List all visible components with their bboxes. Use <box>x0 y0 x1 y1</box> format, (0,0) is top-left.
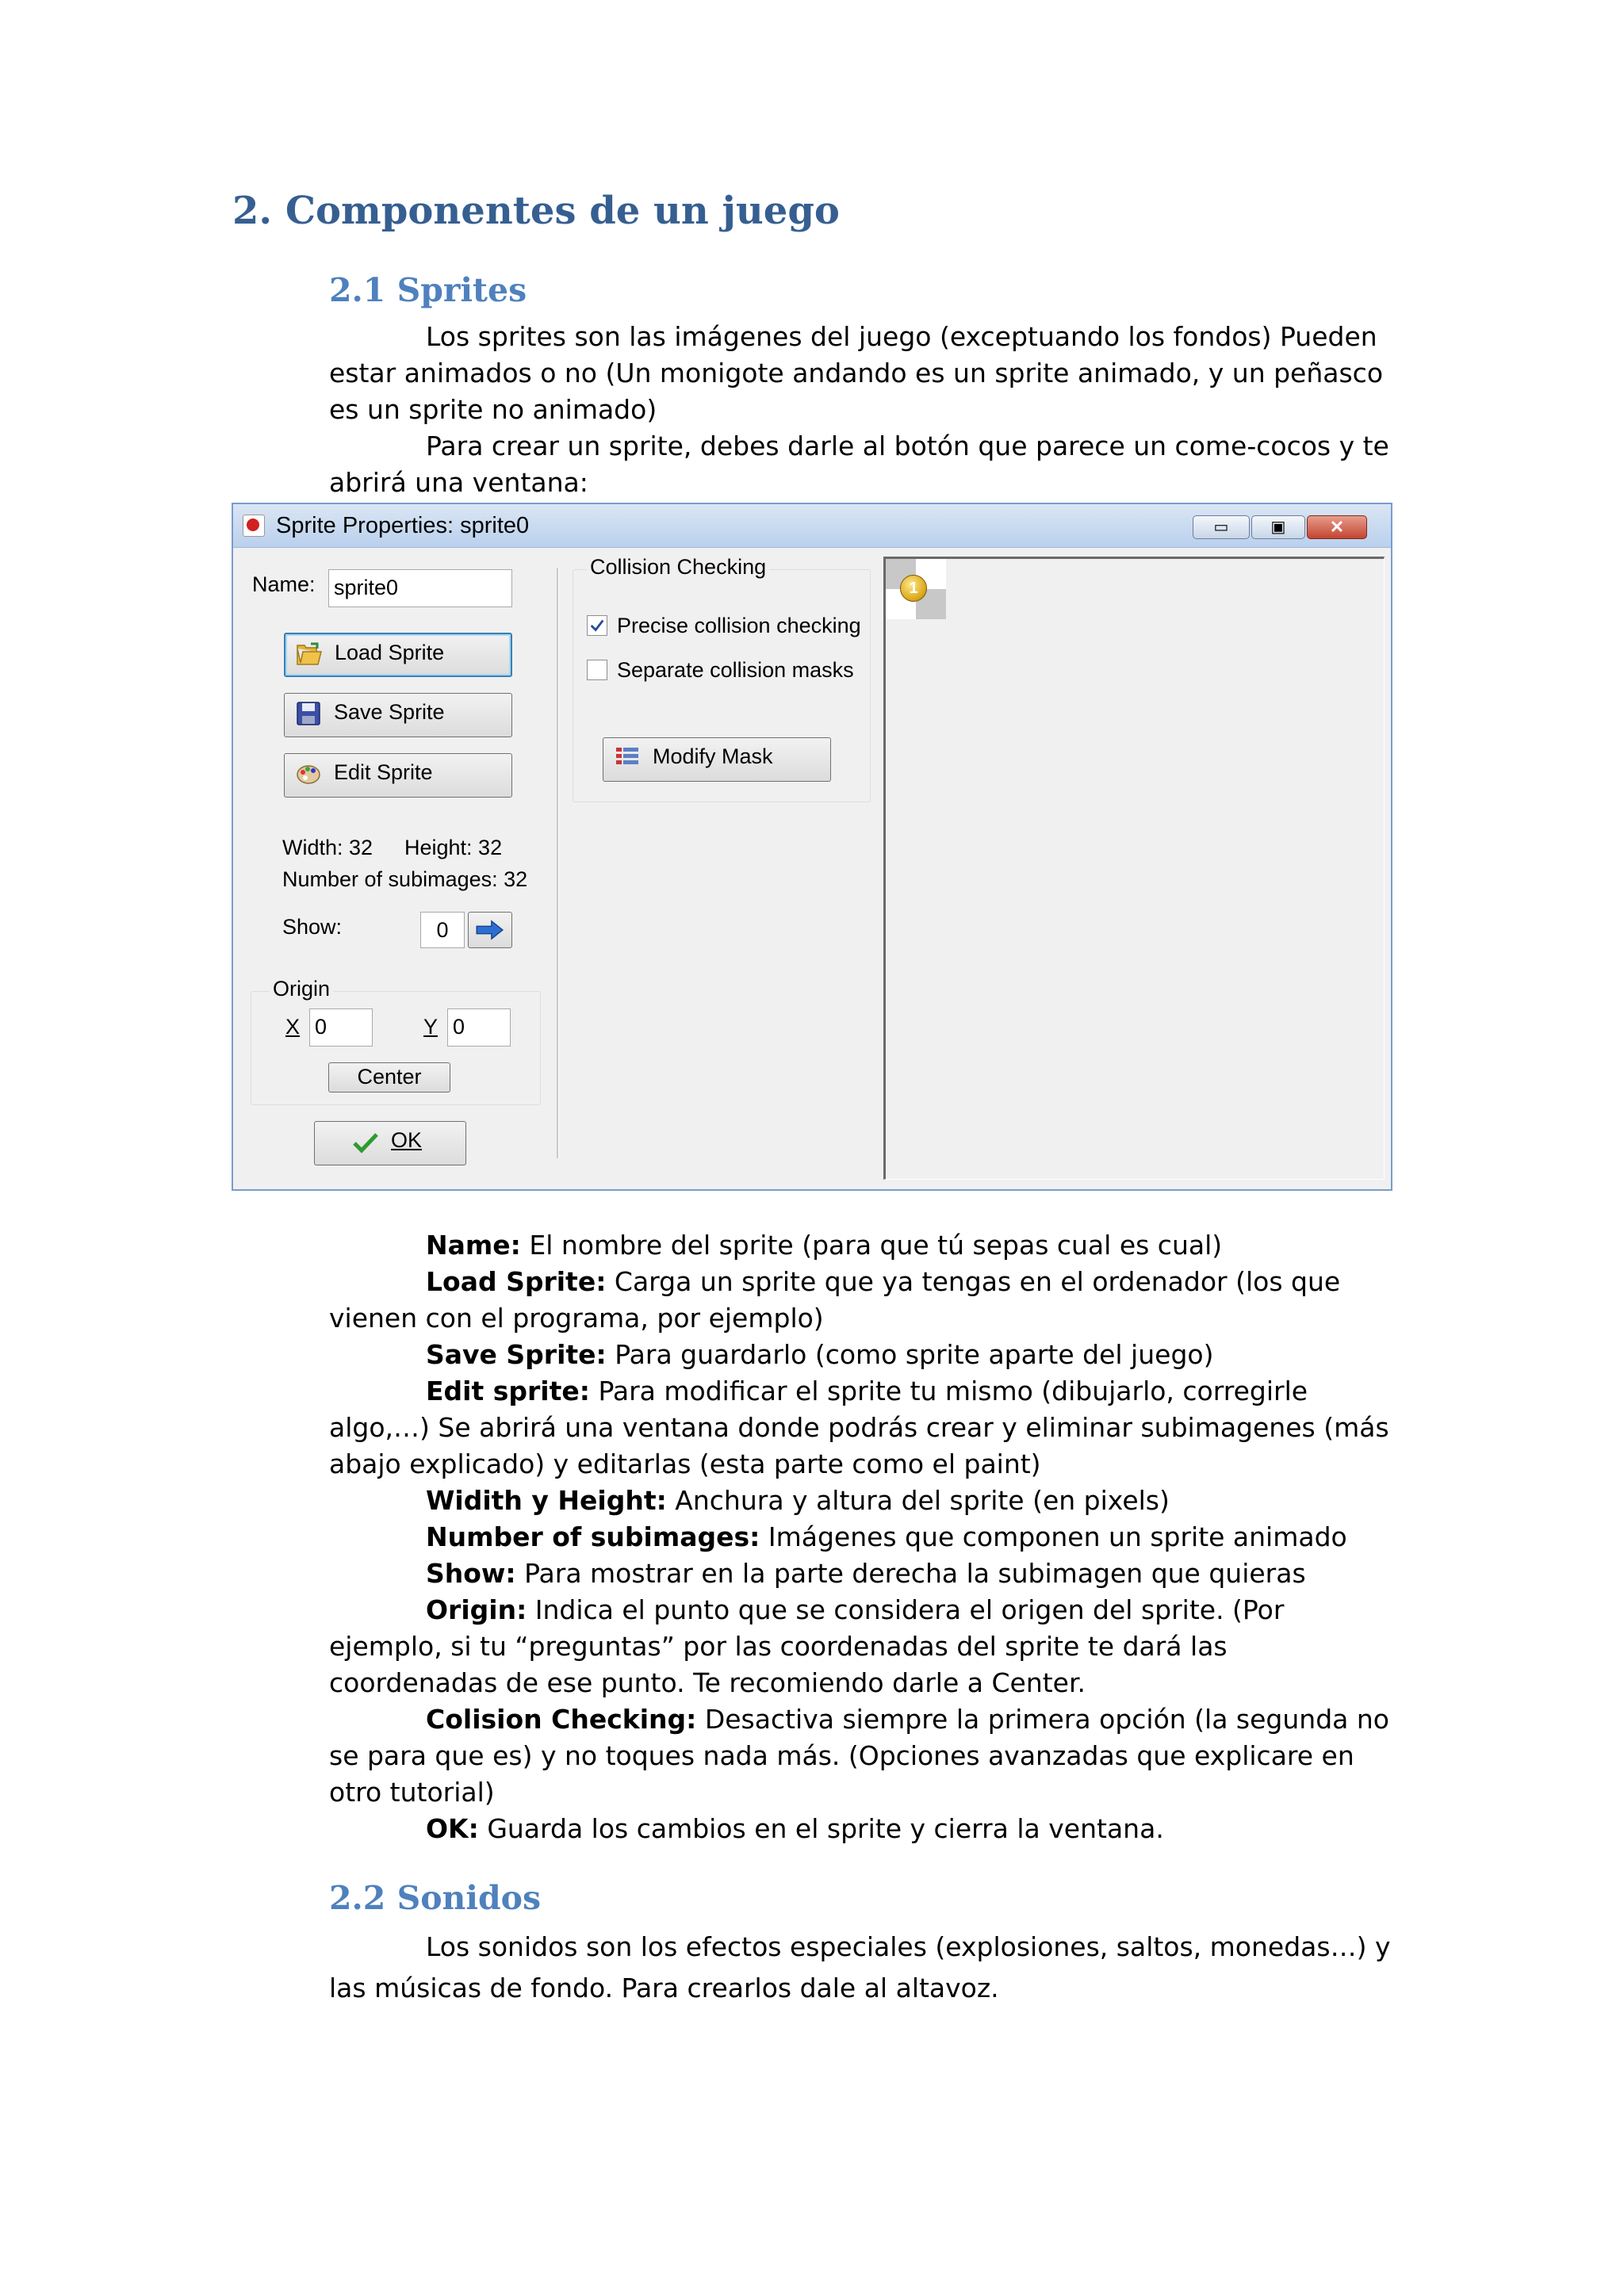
load-sprite-label: Load Sprite <box>335 641 445 664</box>
window-title: Sprite Properties: sprite0 <box>276 513 530 538</box>
show-next-button[interactable] <box>468 912 512 948</box>
definition-item <box>329 1811 1396 1847</box>
definition-term: Number of subimages: <box>426 1521 760 1552</box>
subimages-text: Number of subimages: 32 <box>282 867 528 891</box>
palette-icon <box>296 762 321 786</box>
definition-text: Carga un sprite que ya tengas en el ordenador (los que vienen con el programa, por ejemplo) <box>329 1266 1341 1334</box>
definitions <box>329 1227 1396 1847</box>
definition-text: Imágenes que componen un sprite animado <box>760 1521 1347 1552</box>
minimize-icon: ▭ <box>1213 519 1229 536</box>
app-icon <box>243 515 265 537</box>
definition-item <box>329 1373 1396 1483</box>
definition-item <box>329 1483 1396 1519</box>
edit-sprite-label: Edit Sprite <box>334 760 433 784</box>
definition-item <box>329 1519 1396 1556</box>
definition-term: Name: <box>426 1230 521 1261</box>
edit-sprite-button[interactable] <box>284 753 512 798</box>
close-button[interactable] <box>1307 515 1367 539</box>
precise-collision-checkbox[interactable] <box>587 615 607 636</box>
folder-icon <box>297 642 322 666</box>
intro-paragraph: Los sprites son las imágenes del juego (exceptuando los fondos) Pueden estar animados o no (Un monigote andando es un sprite animado, y un peñasco es un sprite no animado) <box>329 321 1384 425</box>
origin-x-input[interactable]: 0 <box>309 1008 373 1047</box>
sprite-preview-area <box>883 557 1385 1180</box>
definition-item <box>329 1701 1396 1811</box>
show-input[interactable]: 0 <box>420 912 465 948</box>
sprite-properties-window <box>232 503 1392 1191</box>
load-sprite-button[interactable] <box>284 633 512 677</box>
check-icon <box>588 617 606 634</box>
separate-masks-checkbox[interactable] <box>587 660 607 680</box>
collision-title: Collision Checking <box>587 555 769 580</box>
intro-paragraphs <box>329 319 1396 501</box>
definition-text: Desactiva siempre la primera opción (la segunda no se para que es) y no toques nada más. (Opciones avanzadas que explicare en otro tutorial) <box>329 1704 1389 1808</box>
definition-term: Origin: <box>426 1594 527 1625</box>
width-text: Width: 32 <box>282 836 373 859</box>
subsection-heading-sonidos: 2.2 Sonidos <box>329 1879 542 1917</box>
definition-text: Para mostrar en la parte derecha la subimagen que quieras <box>515 1558 1306 1589</box>
window-titlebar[interactable] <box>233 504 1391 548</box>
mask-list-icon <box>615 746 640 770</box>
sonidos-paragraph <box>329 1927 1396 2009</box>
definition-text: Guarda los cambios en el sprite y cierra la ventana. <box>478 1813 1164 1844</box>
definition-term: Edit sprite: <box>426 1376 590 1406</box>
show-label: Show: <box>282 915 343 939</box>
definition-term: Save Sprite: <box>426 1339 607 1370</box>
separate-masks-label[interactable]: Separate collision masks <box>617 658 854 682</box>
definition-text: Indica el punto que se considera el origen del sprite. (Por ejemplo, si tu “preguntas” por las coordenadas del sprite te dará las coordenadas de ese punto. Te recomiendo darle a Center. <box>329 1594 1285 1698</box>
column-separator <box>557 568 559 1158</box>
intro-paragraph: Para crear un sprite, debes darle al botón que parece un come-cocos y te abrirá una ventana: <box>329 430 1389 498</box>
floppy-disk-icon <box>296 702 321 725</box>
definition-text: Para modificar el sprite tu mismo (dibujarlo, corregirle algo,…) Se abrirá una ventana donde podrás crear y eliminar subimagenes (más abajo explicado) y editarlas (esta parte como el paint) <box>329 1376 1389 1479</box>
center-label: Center <box>357 1065 422 1089</box>
name-label: Name: <box>252 572 316 596</box>
checkmark-icon <box>353 1131 378 1155</box>
origin-y-input[interactable]: 0 <box>447 1008 511 1047</box>
arrow-right-icon <box>475 919 505 941</box>
close-icon: ✕ <box>1329 517 1345 537</box>
y-label: Y <box>423 1015 439 1039</box>
save-sprite-button[interactable] <box>284 693 512 737</box>
definition-term: OK: <box>426 1813 479 1844</box>
definition-item <box>329 1592 1396 1701</box>
definition-item <box>329 1264 1396 1337</box>
definition-term: Widith y Height: <box>426 1485 667 1516</box>
minimize-button[interactable] <box>1193 515 1250 539</box>
definition-text: Anchura y altura del sprite (en pixels) <box>666 1485 1170 1516</box>
height-text: Height: 32 <box>404 836 503 859</box>
definition-text: El nombre del sprite (para que tú sepas cual es cual) <box>520 1230 1223 1261</box>
origin-label: Origin <box>270 977 333 1001</box>
definition-text: Para guardarlo (como sprite aparte del juego) <box>606 1339 1214 1370</box>
ok-button[interactable] <box>314 1121 466 1165</box>
definition-item <box>329 1227 1396 1264</box>
maximize-button[interactable] <box>1251 515 1305 539</box>
coin-sprite-icon: 1 <box>900 575 927 602</box>
precise-collision-label[interactable]: Precise collision checking <box>617 614 861 637</box>
definition-term: Load Sprite: <box>426 1266 607 1297</box>
sonidos-text: Los sonidos son los efectos especiales (explosiones, saltos, monedas…) y las músicas de fondo. Para crearlos dale al altavoz. <box>329 1931 1391 2003</box>
modify-mask-button[interactable] <box>603 737 831 782</box>
definition-term: Colision Checking: <box>426 1704 697 1735</box>
save-sprite-label: Save Sprite <box>334 700 445 724</box>
maximize-icon: ▣ <box>1270 519 1286 536</box>
center-button[interactable] <box>328 1062 450 1093</box>
x-label: X <box>285 1015 301 1039</box>
definition-term: Show: <box>426 1558 516 1589</box>
modify-mask-label: Modify Mask <box>653 744 773 768</box>
definition-item <box>329 1556 1396 1592</box>
subsection-heading-sprites: 2.1 Sprites <box>329 271 527 309</box>
definition-item <box>329 1337 1396 1373</box>
section-heading: 2. Componentes de un juego <box>232 189 840 233</box>
ok-label: OK <box>391 1128 423 1152</box>
name-input[interactable]: sprite0 <box>328 569 512 607</box>
